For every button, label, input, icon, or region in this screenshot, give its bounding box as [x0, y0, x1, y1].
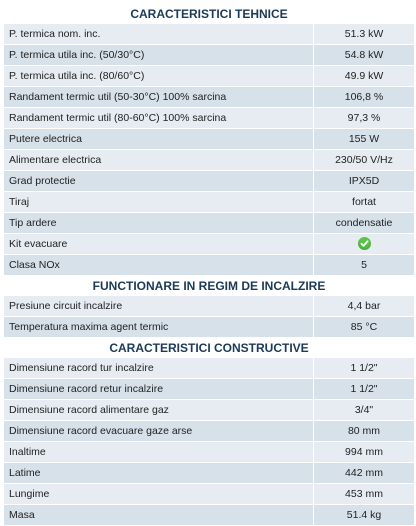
row-value: 4,4 bar: [314, 296, 414, 316]
table-row: [4, 463, 414, 484]
table-row: [4, 150, 414, 171]
row-value-icon: [314, 234, 414, 254]
row-label: Lungime: [4, 484, 313, 504]
row-value: 230/50 V/Hz: [314, 150, 414, 170]
row-value: 106,8 %: [314, 87, 414, 107]
section-title-heating: FUNCTIONARE IN REGIM DE INCALZIRE: [4, 276, 414, 296]
section-title-construction: CARACTERISTICI CONSTRUCTIVE: [4, 338, 414, 358]
row-label: Latime: [4, 463, 313, 483]
table-row: [4, 192, 414, 213]
table-row: [4, 421, 414, 442]
row-label: Grad protectie: [4, 171, 313, 191]
table-row: [4, 129, 414, 150]
table-row: [4, 87, 414, 108]
table-row: [4, 379, 414, 400]
row-value: 453 mm: [314, 484, 414, 504]
table-row: [4, 317, 414, 338]
table-row: [4, 484, 414, 505]
table-row: [4, 45, 414, 66]
checkmark-icon: [358, 237, 371, 250]
row-value: 3/4": [314, 400, 414, 420]
table-row: [4, 24, 414, 45]
row-value: 5: [314, 255, 414, 275]
row-value: IPX5D: [314, 171, 414, 191]
row-label: Clasa NOx: [4, 255, 313, 275]
row-label: Presiune circuit incalzire: [4, 296, 313, 316]
row-value: 51.4 kg: [314, 505, 414, 525]
row-value: 54.8 kW: [314, 45, 414, 65]
table-row: [4, 358, 414, 379]
table-row: [4, 66, 414, 87]
row-label: P. termica nom. inc.: [4, 24, 313, 44]
row-value: 442 mm: [314, 463, 414, 483]
row-label: Inaltime: [4, 442, 313, 462]
row-value: 49.9 kW: [314, 66, 414, 86]
row-label: Masa: [4, 505, 313, 525]
row-value: 1 1/2": [314, 358, 414, 378]
section-title-technical: CARACTERISTICI TEHNICE: [4, 4, 414, 24]
row-label: Putere electrica: [4, 129, 313, 149]
row-label: Randament termic util (50-30°C) 100% sarcina: [4, 87, 313, 107]
row-label: Dimensiune racord alimentare gaz: [4, 400, 313, 420]
table-row: [4, 213, 414, 234]
row-value: 51.3 kW: [314, 24, 414, 44]
technical-table: [4, 24, 414, 276]
row-label: Randament termic util (80-60°C) 100% sarcina: [4, 108, 313, 128]
table-row: [4, 255, 414, 276]
row-value: 1 1/2": [314, 379, 414, 399]
table-row: [4, 442, 414, 463]
construction-table: [4, 358, 414, 526]
row-label: Tiraj: [4, 192, 313, 212]
row-label: Kit evacuare: [4, 234, 313, 254]
table-row: [4, 400, 414, 421]
table-row: [4, 234, 414, 255]
heating-table: [4, 296, 414, 338]
row-value: condensatie: [314, 213, 414, 233]
table-row: [4, 296, 414, 317]
table-row: [4, 108, 414, 129]
row-label: Dimensiune racord retur incalzire: [4, 379, 313, 399]
row-label: Alimentare electrica: [4, 150, 313, 170]
row-label: Temperatura maxima agent termic: [4, 317, 313, 337]
row-label: Dimensiune racord evacuare gaze arse: [4, 421, 313, 441]
row-label: P. termica utila inc. (80/60°C): [4, 66, 313, 86]
row-value: 85 °C: [314, 317, 414, 337]
row-label: Dimensiune racord tur incalzire: [4, 358, 313, 378]
row-label: Tip ardere: [4, 213, 313, 233]
table-row: [4, 171, 414, 192]
row-value: 994 mm: [314, 442, 414, 462]
row-label: P. termica utila inc. (50/30°C): [4, 45, 313, 65]
row-value: 97,3 %: [314, 108, 414, 128]
row-value: 80 mm: [314, 421, 414, 441]
row-value: 155 W: [314, 129, 414, 149]
row-value: fortat: [314, 192, 414, 212]
